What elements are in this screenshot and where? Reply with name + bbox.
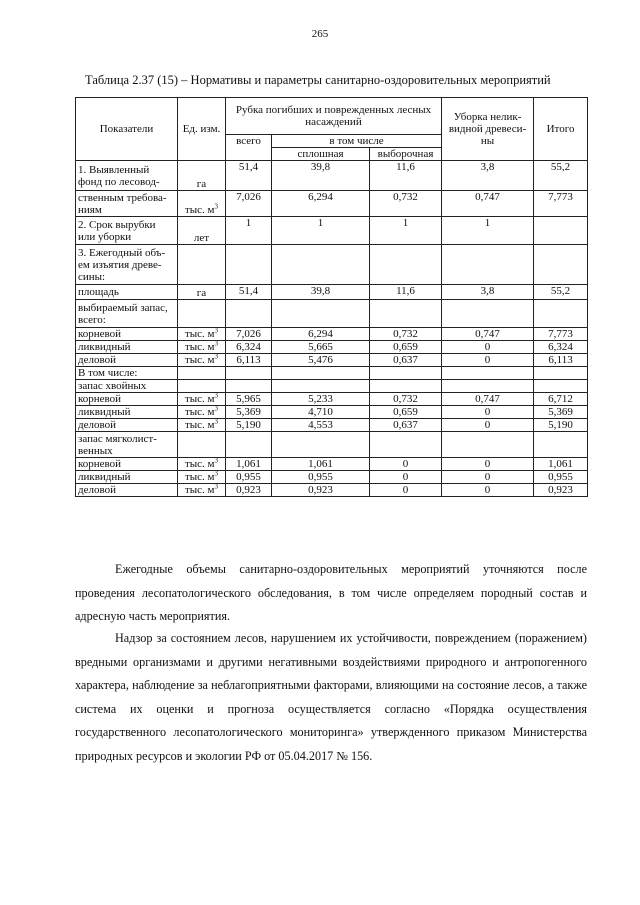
row-unit-text: тыс. м [184, 204, 215, 216]
row-unit-text: га [196, 178, 207, 190]
table-row [76, 341, 588, 354]
row-value-clear: 1,061 [272, 458, 370, 471]
row-unit [178, 432, 226, 458]
row-indicator: корневой [76, 393, 178, 406]
row-unit-text: тыс. м [184, 393, 215, 405]
header-total-sub: всего [226, 135, 272, 161]
row-value-selective: 0 [370, 458, 442, 471]
table-row [76, 300, 588, 328]
row-unit-superscript: 3 [214, 418, 219, 426]
row-value-total: 5,369 [226, 406, 272, 419]
row-unit [178, 191, 226, 217]
row-value-total: 5,190 [226, 419, 272, 432]
row-value-selective: 0,659 [370, 341, 442, 354]
row-value-total: 7,026 [226, 191, 272, 217]
row-unit-text: тыс. м [184, 406, 215, 418]
table-row [76, 406, 588, 419]
table-row [76, 245, 588, 285]
row-value-selective: 1 [370, 217, 442, 245]
row-value-selective: 0,732 [370, 393, 442, 406]
row-value-grand-total [534, 217, 588, 245]
row-value-total: 51,4 [226, 285, 272, 300]
row-value-grand-total: 7,773 [534, 191, 588, 217]
row-indicator: ликвидный [76, 341, 178, 354]
row-value-total: 1 [226, 217, 272, 245]
paragraph-1: Ежегодные объемы санитарно-оздоровительных мероприятий уточняются после проведения лесопатологического обследования, в том числе определяем породный состав и адресную часть мероприятия. [75, 562, 587, 623]
row-value-total: 1,061 [226, 458, 272, 471]
page-number: 265 [311, 28, 329, 40]
paragraph-2: Надзор за состоянием лесов, нарушением их устойчивости, повреждением (поражением) вредными организмами и другими негативными воздействиями природного и антропогенного характера, наблюдение за неблагоприятными факторами, влияющими на состояние лесов, а также система их оценки и прогноза осуществляется согласно «Порядка осуществления государственного лесопатологического мониторинга» утвержденного приказом Министерства природных ресурсов и экологии РФ от 05.04.2017 № 156. [75, 631, 587, 763]
row-value-grand-total: 5,369 [534, 406, 588, 419]
row-unit [178, 484, 226, 497]
row-value-cleanup: 0,747 [442, 328, 534, 341]
row-indicator: ликвидный [76, 406, 178, 419]
row-value-clear [272, 367, 370, 380]
header-cleanup: Уборка нелик-видной древеси-ны [442, 98, 534, 161]
row-indicator: деловой [76, 484, 178, 497]
row-value-clear: 6,294 [272, 328, 370, 341]
row-unit [178, 380, 226, 393]
table-row [76, 191, 588, 217]
row-value-cleanup: 0 [442, 484, 534, 497]
row-indicator: ственным требова-ниям [76, 191, 178, 217]
table-row [76, 285, 588, 300]
row-unit-text: тыс. м [184, 458, 215, 470]
row-unit [178, 245, 226, 285]
table-header [76, 98, 588, 161]
row-value-grand-total: 0,923 [534, 484, 588, 497]
row-value-clear: 39,8 [272, 161, 370, 191]
row-indicator: запас хвойных [76, 380, 178, 393]
row-value-total: 0,955 [226, 471, 272, 484]
row-value-total [226, 432, 272, 458]
row-value-clear: 5,233 [272, 393, 370, 406]
row-indicator: В том числе: [76, 367, 178, 380]
row-value-grand-total: 1,061 [534, 458, 588, 471]
row-unit-superscript: 3 [214, 327, 219, 335]
row-value-grand-total [534, 367, 588, 380]
row-value-grand-total: 6,712 [534, 393, 588, 406]
row-unit-superscript: 3 [214, 457, 219, 465]
row-indicator: корневой [76, 328, 178, 341]
row-value-grand-total: 0,955 [534, 471, 588, 484]
header-including: в том числе [272, 135, 442, 148]
row-value-selective [370, 300, 442, 328]
row-value-cleanup: 0 [442, 341, 534, 354]
row-value-cleanup [442, 245, 534, 285]
row-unit [178, 458, 226, 471]
row-value-selective: 11,6 [370, 285, 442, 300]
row-unit-text: тыс. м [184, 354, 215, 366]
row-indicator: выбираемый запас, всего: [76, 300, 178, 328]
row-indicator: деловой [76, 354, 178, 367]
row-value-cleanup [442, 367, 534, 380]
table-body [76, 161, 588, 497]
row-value-total: 7,026 [226, 328, 272, 341]
row-unit [178, 341, 226, 354]
row-value-selective: 0,637 [370, 419, 442, 432]
table-row [76, 217, 588, 245]
row-value-total [226, 300, 272, 328]
row-value-total: 5,965 [226, 393, 272, 406]
row-value-clear: 39,8 [272, 285, 370, 300]
row-value-clear [272, 380, 370, 393]
row-unit-text: га [196, 287, 207, 299]
row-value-grand-total [534, 300, 588, 328]
row-value-selective [370, 380, 442, 393]
table-row [76, 393, 588, 406]
row-value-clear: 0,955 [272, 471, 370, 484]
row-unit-text: тыс. м [184, 484, 215, 496]
row-value-selective [370, 367, 442, 380]
row-indicator: 2. Срок вырубки или уборки [76, 217, 178, 245]
row-indicator: ликвидный [76, 471, 178, 484]
row-value-grand-total: 5,190 [534, 419, 588, 432]
row-unit-text: лет [193, 232, 210, 244]
row-value-total: 6,113 [226, 354, 272, 367]
row-value-selective: 0,659 [370, 406, 442, 419]
row-unit [178, 367, 226, 380]
row-value-selective: 0 [370, 484, 442, 497]
row-value-grand-total [534, 432, 588, 458]
row-unit [178, 300, 226, 328]
row-indicator: 3. Ежегодный объ-ем изъятия древе-сины: [76, 245, 178, 285]
row-unit [178, 161, 226, 191]
table-caption: Таблица 2.37 (15) – Нормативы и параметры санитарно-оздоровительных мероприятий [85, 73, 551, 87]
row-indicator: запас мягколист-венных [76, 432, 178, 458]
row-value-cleanup: 0 [442, 406, 534, 419]
row-unit-superscript: 3 [214, 405, 219, 413]
header-unit: Ед. изм. [178, 98, 226, 161]
row-value-grand-total: 6,324 [534, 341, 588, 354]
row-value-grand-total: 7,773 [534, 328, 588, 341]
row-unit-superscript: 3 [214, 392, 219, 400]
row-value-selective [370, 245, 442, 285]
row-unit-text: тыс. м [184, 341, 215, 353]
row-value-cleanup [442, 432, 534, 458]
row-value-total [226, 367, 272, 380]
row-unit-superscript: 3 [214, 470, 219, 478]
row-unit [178, 354, 226, 367]
row-value-cleanup: 0 [442, 471, 534, 484]
row-value-clear: 4,710 [272, 406, 370, 419]
norms-table [75, 97, 588, 497]
row-unit [178, 406, 226, 419]
row-value-grand-total: 6,113 [534, 354, 588, 367]
row-value-grand-total [534, 380, 588, 393]
row-value-cleanup: 1 [442, 217, 534, 245]
row-value-clear [272, 432, 370, 458]
row-unit-superscript: 3 [214, 340, 219, 348]
row-indicator: корневой [76, 458, 178, 471]
row-value-clear: 1 [272, 217, 370, 245]
row-value-selective: 0,732 [370, 328, 442, 341]
header-indicators: Показатели [76, 98, 178, 161]
table-row [76, 161, 588, 191]
row-unit [178, 393, 226, 406]
row-value-clear: 6,294 [272, 191, 370, 217]
row-indicator: деловой [76, 419, 178, 432]
row-unit-text: тыс. м [184, 328, 215, 340]
table-row [76, 432, 588, 458]
row-value-clear [272, 245, 370, 285]
table-row [76, 419, 588, 432]
row-value-cleanup: 3,8 [442, 161, 534, 191]
row-unit [178, 285, 226, 300]
table-row [76, 354, 588, 367]
table-row [76, 471, 588, 484]
row-value-total: 51,4 [226, 161, 272, 191]
row-value-total: 6,324 [226, 341, 272, 354]
row-value-cleanup [442, 380, 534, 393]
row-unit [178, 328, 226, 341]
header-selective: выборочная [370, 148, 442, 161]
row-value-selective [370, 432, 442, 458]
table-row [76, 484, 588, 497]
row-value-clear: 5,665 [272, 341, 370, 354]
row-value-selective: 11,6 [370, 161, 442, 191]
row-value-clear: 5,476 [272, 354, 370, 367]
row-value-cleanup: 0,747 [442, 393, 534, 406]
table-row [76, 458, 588, 471]
row-value-cleanup: 0 [442, 458, 534, 471]
table-row [76, 367, 588, 380]
header-felling-group: Рубка погибших и поврежденных лесных насаждений [226, 98, 442, 135]
row-value-clear: 4,553 [272, 419, 370, 432]
row-value-grand-total: 55,2 [534, 161, 588, 191]
row-indicator: 1. Выявленный фонд по лесовод- [76, 161, 178, 191]
row-unit-superscript: 3 [214, 202, 219, 211]
row-value-cleanup: 0 [442, 354, 534, 367]
header-grand-total: Итого [534, 98, 588, 161]
row-value-total: 0,923 [226, 484, 272, 497]
row-unit [178, 217, 226, 245]
row-value-clear: 0,923 [272, 484, 370, 497]
row-value-clear [272, 300, 370, 328]
row-unit [178, 471, 226, 484]
row-value-cleanup [442, 300, 534, 328]
row-unit [178, 419, 226, 432]
row-value-selective: 0,637 [370, 354, 442, 367]
header-clear: сплошная [272, 148, 370, 161]
row-unit-superscript: 3 [214, 353, 219, 361]
row-value-total [226, 245, 272, 285]
row-value-cleanup: 0 [442, 419, 534, 432]
row-unit-superscript: 3 [214, 483, 219, 491]
row-value-grand-total [534, 245, 588, 285]
row-unit-text: тыс. м [184, 419, 215, 431]
row-value-cleanup: 3,8 [442, 285, 534, 300]
row-value-total [226, 380, 272, 393]
table-row [76, 380, 588, 393]
table-row [76, 328, 588, 341]
row-value-selective: 0 [370, 471, 442, 484]
row-value-grand-total: 55,2 [534, 285, 588, 300]
row-value-cleanup: 0,747 [442, 191, 534, 217]
row-unit-text: тыс. м [184, 471, 215, 483]
row-indicator: площадь [76, 285, 178, 300]
row-value-selective: 0,732 [370, 191, 442, 217]
